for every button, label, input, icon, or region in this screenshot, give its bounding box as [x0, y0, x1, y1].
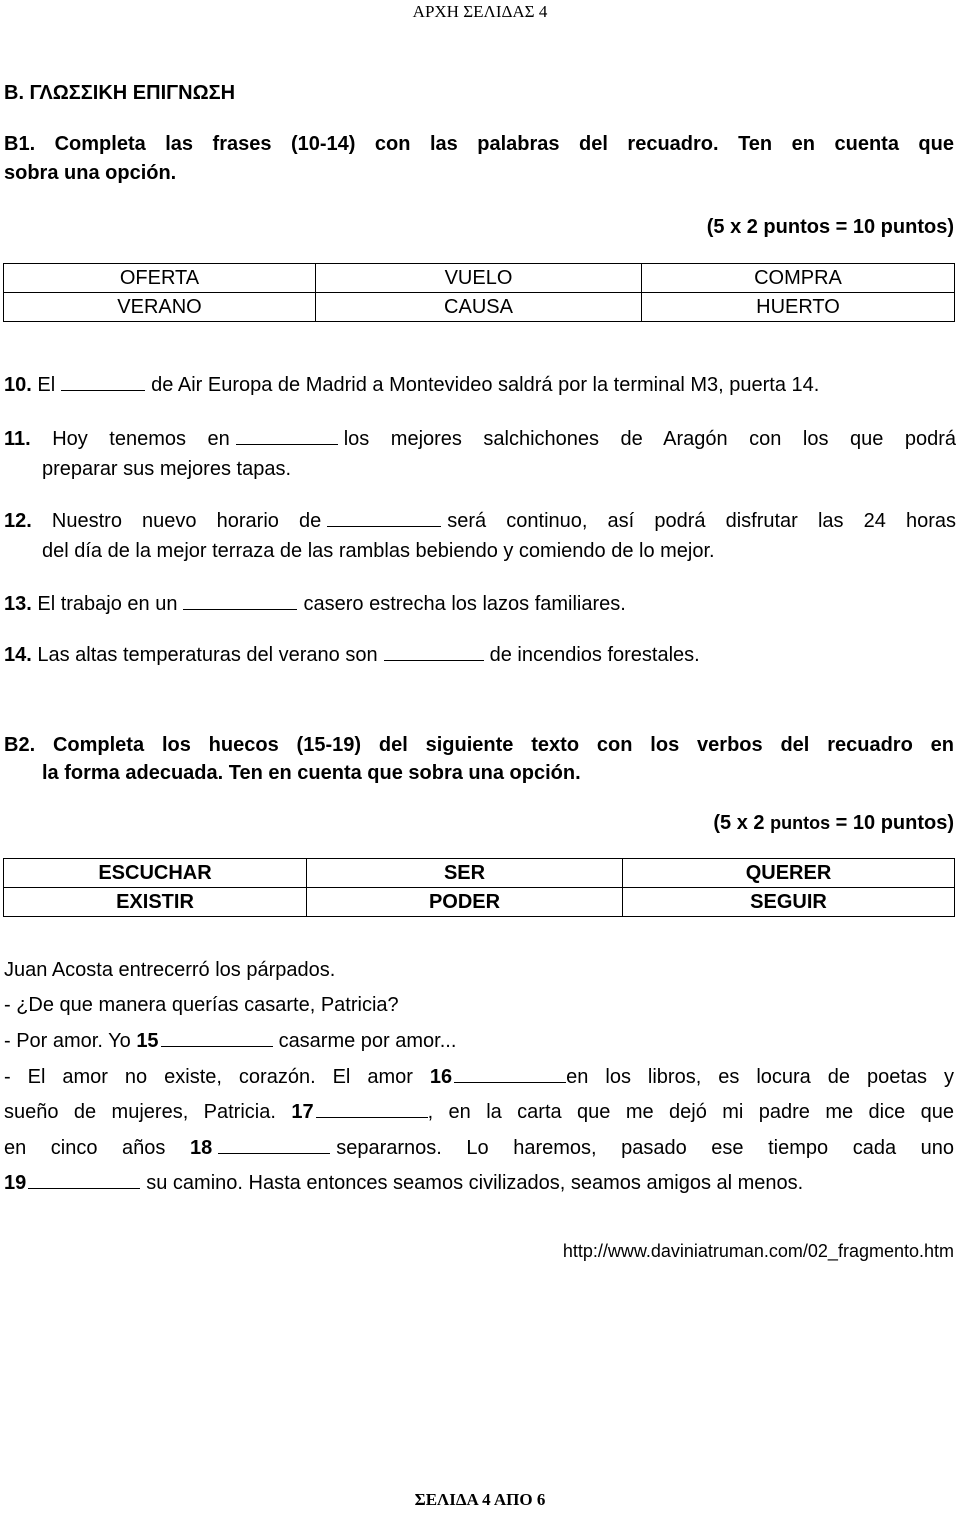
text: casarme por amor... [278, 1030, 457, 1052]
gap-number: 18 [189, 1137, 213, 1159]
word-row [4, 293, 955, 322]
b2-instruction-line1: B2. Completa los huecos (15-19) del siguiente texto con los verbos del recuadro en [4, 734, 954, 756]
word-row [4, 859, 955, 888]
word-cell: SER [307, 859, 623, 888]
text: en los libros, es locura de poetas y [566, 1066, 955, 1088]
b2-text-line [4, 1064, 954, 1090]
word-cell: VUELO [316, 264, 642, 293]
gap-number: 15 [136, 1030, 159, 1052]
answer-blank[interactable] [236, 426, 338, 445]
answer-blank[interactable] [61, 372, 145, 391]
gap-number: 19 [4, 1172, 27, 1194]
question-number: 12. [4, 510, 32, 532]
question-text: preparar sus mejores tapas. [42, 458, 292, 480]
question-text: El trabajo en un [37, 593, 178, 615]
b1-word-box [3, 263, 955, 322]
page-footer: ΣΕΛΙΔΑ 4 ΑΠΟ 6 [414, 1490, 546, 1509]
section-title: Β. ΓΛΩΣΣΙΚΗ ΕΠΙΓΝΩΣΗ [4, 82, 236, 104]
question-14 [4, 642, 700, 668]
answer-blank[interactable] [327, 508, 441, 527]
b2-text-line: - ¿De que manera querías casarte, Patricia? [4, 994, 399, 1016]
b1-points: (5 x 2 puntos = 10 puntos) [706, 216, 954, 238]
b1-instruction-line1: B1. Completa las frases (10-14) con las palabras del recuadro. Ten en cuenta que [4, 133, 954, 155]
answer-blank[interactable] [316, 1099, 428, 1118]
answer-blank[interactable] [218, 1135, 330, 1154]
points-text: = 10 puntos) [830, 812, 954, 834]
word-row [4, 888, 955, 917]
word-cell: OFERTA [4, 264, 316, 293]
question-11 [4, 426, 956, 482]
word-cell: COMPRA [642, 264, 955, 293]
question-text: será continuo, así podrá disfrutar las 24 horas [447, 510, 956, 532]
word-cell: ESCUCHAR [4, 859, 307, 888]
text: sueño de mujeres, Patricia. [4, 1101, 276, 1123]
b1-instruction-line2: sobra una opción. [4, 162, 177, 184]
text: en cinco años [4, 1137, 166, 1159]
question-12 [4, 508, 956, 564]
source-link[interactable]: http://www.daviniatruman.com/02_fragmento.htm [562, 1241, 954, 1261]
question-text: los mejores salchichones de Aragón con los que podrá [343, 428, 956, 450]
question-text: El [37, 374, 56, 396]
word-cell: VERANO [4, 293, 316, 322]
question-text: Las altas temperaturas del verano son [37, 644, 378, 666]
points-text: puntos [770, 813, 831, 833]
word-cell: SEGUIR [623, 888, 955, 917]
question-text: de Air Europa de Madrid a Montevideo saldrá por la terminal M3, puerta 14. [151, 374, 820, 396]
answer-blank[interactable] [454, 1064, 566, 1083]
word-cell: PODER [307, 888, 623, 917]
text: separarnos. Lo haremos, pasado ese tiempo cada uno [336, 1137, 954, 1159]
question-13 [4, 591, 626, 617]
question-number: 13. [4, 593, 32, 615]
b2-points [713, 810, 954, 836]
answer-blank[interactable] [161, 1028, 273, 1047]
text: su camino. Hasta entonces seamos civilizados, seamos amigos al menos. [146, 1172, 804, 1194]
b2-word-box [3, 858, 955, 917]
points-text: (5 x 2 [713, 812, 771, 834]
word-cell: EXISTIR [4, 888, 307, 917]
question-text: Hoy tenemos en [52, 428, 230, 450]
gap-number: 16 [429, 1066, 453, 1088]
answer-blank[interactable] [28, 1170, 140, 1189]
word-cell: CAUSA [316, 293, 642, 322]
text: , en la carta que me dejó mi padre me dice que [427, 1101, 954, 1123]
text: - El amor no existe, corazón. El amor [4, 1066, 413, 1088]
question-text: casero estrecha los lazos familiares. [303, 593, 626, 615]
answer-blank[interactable] [183, 591, 297, 610]
text: - Por amor. Yo [4, 1030, 131, 1052]
question-number: 11. [4, 428, 31, 450]
gap-number: 17 [291, 1101, 314, 1123]
b2-text-line [4, 1135, 954, 1161]
question-text: de incendios forestales. [489, 644, 700, 666]
b2-text-line [4, 1028, 456, 1054]
word-cell: QUERER [623, 859, 955, 888]
page-header: ΑΡΧΗ ΣΕΛΙΔΑΣ 4 [412, 2, 548, 21]
b2-text-line [4, 1170, 803, 1196]
question-10 [4, 372, 819, 398]
question-text: del día de la mejor terraza de las ramblas bebiendo y comiendo de lo mejor. [42, 540, 715, 562]
question-number: 10. [4, 374, 32, 396]
question-text: Nuestro nuevo horario de [51, 510, 322, 532]
question-number: 14. [4, 644, 32, 666]
word-row [4, 264, 955, 293]
b2-text-line [4, 1099, 954, 1125]
word-cell: HUERTO [642, 293, 955, 322]
b2-text-line: Juan Acosta entrecerró los párpados. [4, 959, 336, 981]
b2-instruction-line2: la forma adecuada. Ten en cuenta que sobra una opción. [42, 762, 581, 784]
answer-blank[interactable] [384, 642, 484, 661]
